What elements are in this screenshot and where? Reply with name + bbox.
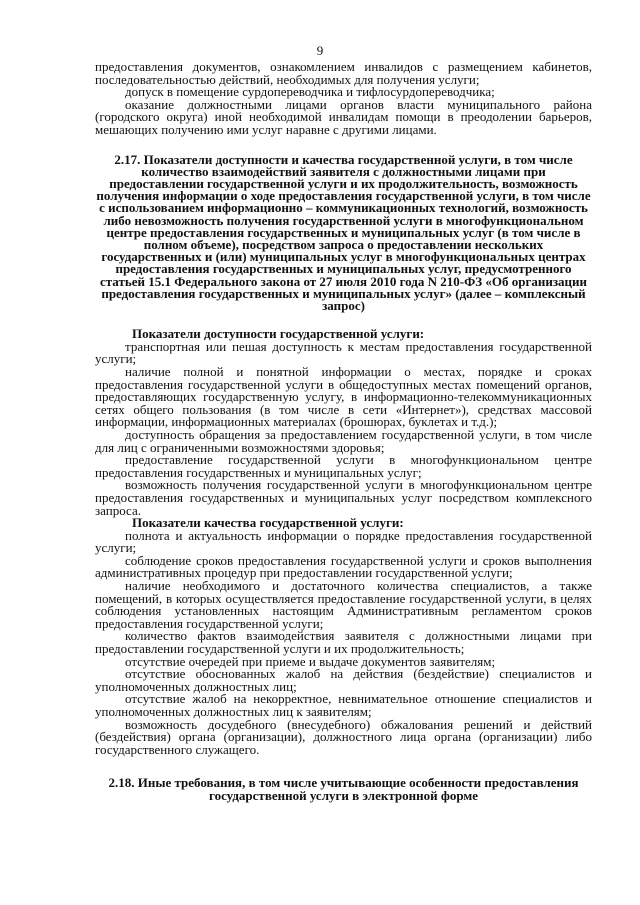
list-item: наличие полной и понятной информации о местах, порядке и сроках предоставления государственной услуги в общедоступных местах помещений органов, предоставляющих государственную услугу, в информационно-телекоммуникационных сетях общего пользования (в том числе в сети «Интернет»), средствах массовой информации, информационных материалах (брошюрах, буклетах и т.д.); <box>95 363 592 430</box>
list-item: транспортная или пешая доступность к местам предоставления государственной услуги; <box>95 338 592 367</box>
list-item: возможность получения государственной услуги в многофункциональном центре предоставления государственных и муниципальных услуг посредством комплексного запроса. <box>95 477 592 518</box>
list-item: полнота и актуальность информации о порядке предоставления государственной услуги; <box>95 527 592 556</box>
accessibility-title: Показатели доступности государственной услуги: <box>132 326 425 342</box>
paragraph: предоставления документов, ознакомлением инвалидов с размещением кабинетов, последовательностью действий, необходимых для получения услуги; <box>95 59 592 87</box>
list-item: предоставление государственной услуги в многофункциональном центре предоставления государственных и муниципальных услуг; <box>95 452 592 480</box>
section-heading-2-17: 2.17. Показатели доступности и качества государственной услуги, в том числе количество взаимодействий заявителя с должностными лицами при предоставлении государственной услуги и их продолжительность, возможность получения информации о ходе предоставления государственной услуги, в том числе с использованием информационно – коммуникационных технологий, возможность либо невозможность получения государственной услуги в многофункциональном центре предоставления государственных и муниципальных услуг (в том числе в полном объеме), посредством запроса о предоставлении нескольких государственных и (или) муниципальных услуг в многофункциональных центрах предоставления государственных и муниципальных услуг, предусмотренного статьей 15.1 Федерального закона от 27 июля 2010 года N 210-ФЗ «Об организации предоставления государственных и муниципальных услуг» (далее – комплексный запрос) <box>96 151 591 313</box>
page-number: 9 <box>316 43 324 58</box>
quality-title: Показатели качества государственной услуги: <box>132 515 404 531</box>
list-item: количество фактов взаимодействия заявителя с должностными лицами при предоставлении государственной услуги и их продолжительность; <box>95 628 592 657</box>
list-item: доступность обращения за предоставлением государственной услуги, в том числе для лиц с ограниченными возможностями здоровья; <box>95 426 592 455</box>
list-item: отсутствие очередей при приеме и выдаче документов заявителям; <box>125 653 496 669</box>
list-item: соблюдение сроков предоставления государственной услуги и сроков выполнения административных процедур при предоставлении государственной услуги; <box>95 552 592 581</box>
paragraph: оказание должностными лицами органов власти муниципального района (городского округа) иной необходимой инвалидам помощи в преодолении барьеров, мешающих получению ими услуг наравне с другими лицами. <box>95 96 592 137</box>
list-item: наличие необходимого и достаточного количества специалистов, а также помещений, в которых осуществляется предоставление государственной услуги, в целях соблюдения установленных настоящим Административным регламентом сроков предоставления государственной услуги; <box>95 578 592 631</box>
list-item: возможность досудебного (внесудебного) обжалования решений и действий (бездействия) органа (организации), должностного лица органа (организации) либо государственного служащего. <box>95 716 592 757</box>
list-item: отсутствие жалоб на некорректное, невнимательное отношение специалистов и уполномоченных должностных лиц к заявителям; <box>95 691 592 720</box>
page-content <box>95 61 592 802</box>
list-item: отсутствие обоснованных жалоб на действия (бездействие) специалистов и уполномоченных должностных лиц; <box>95 666 592 694</box>
section-heading-2-18: 2.18. Иные требования, в том числе учитывающие особенности предоставления государственной услуги в электронной форме <box>108 775 579 803</box>
paragraph: допуск в помещение сурдопереводчика и тифлосурдопереводчика; <box>125 84 495 100</box>
